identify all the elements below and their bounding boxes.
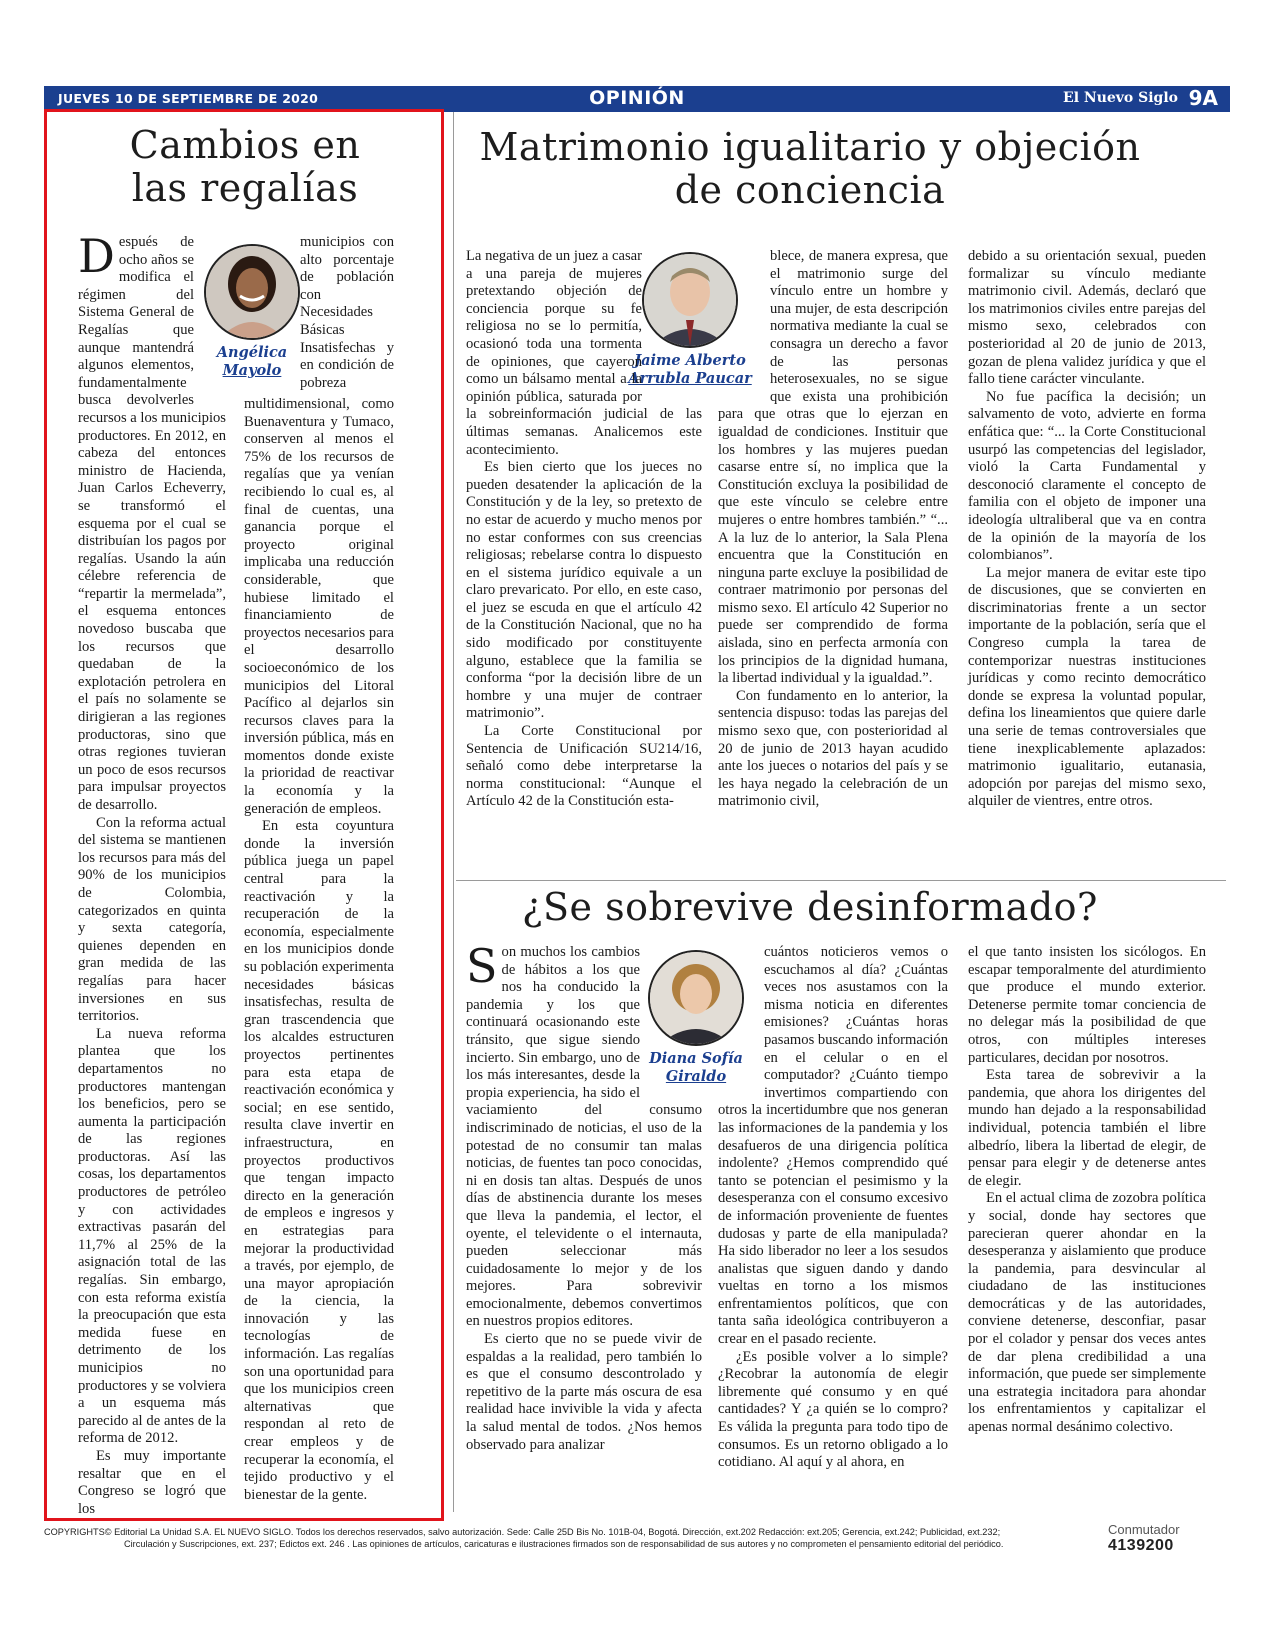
footer-line-2: Circulación y Suscripciones, ext. 237; Edictos ext. 246 . Las opiniones de artículos, caricaturas e ilustraciones firmados son de responsabilidad de sus autores y no comprometen el pensamiento editorial del periódico.	[124, 1539, 1004, 1549]
switchboard-number: 4139200	[1108, 1537, 1174, 1554]
column-divider	[453, 112, 454, 1512]
switchboard-label: Conmutador	[1108, 1522, 1180, 1537]
author-first-name: Jaime Alberto	[634, 352, 746, 369]
author-last-name: Giraldo	[665, 1068, 727, 1085]
newspaper-name: El Nuevo Siglo	[1063, 90, 1178, 106]
article-column-1: La negativa de un juez a casar a una pareja de mujeres pretextando objeción de conciencia porque su fe religiosa no se lo permitía, ocasionó toda una tormenta de opiniones, que cayeron como un bálsamo mental a la opinión pública, saturada por la sobreinformación judicial de las últimas semanas. Analicemos este acontecimiento. Es bien cierto que los jueces no pueden desatender la aplicación de la Constitución y de la ley, so pretexto de no estar de acuerdo y mucho menos por no estar conformes con sus creencias religiosas; rebelarse contra lo dispuesto en el sistema jurídico equivale a un claro prevaricato. Por ello, en este caso, el juez se escuda en que el artículo 42 de la Constitución Nacional, que no ha sido modificado por constituyente alguno, establece que la familia se conforma “por la decisión libre de un hombre y una mujer de contraer matrimonio”. La Corte Constitucional por Sentencia de Unificación SU214/16, señaló como debe interpretarse la norma constitucional: “Aunque el Artículo 42 de la Constitución esta-	[466, 248, 702, 810]
article-title: Matrimonio igualitario y objeción de conciencia	[479, 125, 1141, 212]
article-column-2: municipios con alto porcentaje de población con Necesidades Básicas Insatisfechas y en condición de pobreza multidimensional, como Buenaventura y Tumaco, conserven al menos el 75% de los recursos de regalías que ya venían recibiendo lo cual es, al final de cuentas, una ganancia porque el proyecto original implicaba una reducción considerable, que hubiese limitado el financiamiento de proyectos necesarios para el desarrollo socioeconómico de los municipios del Litoral Pacífico al dejarlos sin recursos claves para la inversión pública, más en momentos donde existe la prioridad de reactivar la economía y la generación de empleos. En esta coyuntura donde la inversión pública juega un papel central para la reactivación y la recuperación de la economía, especialmente en los municipios donde su población experimenta necesidades básicas insatisfechas, resulta de gran trascendencia que los alcaldes estructuren proyectos pertinentes para esta etapa de reactivación económica y social; en ese sentido, resulta clave invertir en infraestructura, en proyectos productivos que tengan impacto directo en la generación de empleos e ingresos y en estrategias para mejorar la productividad a través, por ejemplo, de una mayor apropiación de la ciencia, la innovación y las tecnologías de información. Las regalías son una oportunidad para que los municipios creen alternativas que respondan al reto de crear empleos y de recuperar la economía, el tejido productivo y el bienestar de la gente.	[244, 234, 394, 1503]
issue-date: JUEVES 10 DE SEPTIEMBRE DE 2020	[58, 91, 319, 106]
article-column-1: Son muchos los cambios de hábitos a los que nos ha conducido la pandemia y los que continuará ocasionando este tránsito, que sigue siendo incierto. Sin embargo, uno de los más interesantes, desde la propia experiencia, ha sido el vaciamiento del consumo indiscriminado de noticias, el uso de la potestad de no consumir tan malas noticias, de fuentes tan poco conocidas, ni en dosis tan altas. Después de unos días de abstinencia durante los meses que lleva la pandemia, el lector, el oyente, el televidente o el internauta, pueden seleccionar más cuidadosamente lo mejor y de los mejores. Para sobrevivir emocionalmente, debemos convertimos en nuestros propios editores. Es cierto que no se puede vivir de espaldas a la realidad, pero también lo es que el consumo descontrolado y repetitivo de la parte más oscura de esa realidad hace invivible la vida y afecta la salud mental de todos. ¿Nos hemos observado para analizar	[466, 939, 702, 1453]
page-number: 9A	[1188, 86, 1218, 110]
footer-line-1: COPYRIGHTS© Editorial La Unidad S.A. EL NUEVO SIGLO. Todos los derechos reservados, salvo autorización. Sede: Calle 25D Bis No. 101B-04, Bogotá. Dirección, ext.202 Redacción: ext.205; Gerencia, ext.242; Publicidad, ext.232;	[44, 1527, 1001, 1537]
drop-cap: S	[466, 939, 498, 993]
article-divider	[456, 880, 1226, 881]
section-title: OPINIÓN	[589, 87, 685, 109]
author-first-name: Angélica	[216, 344, 288, 361]
author-last-name: Mayolo	[222, 362, 282, 379]
author-first-name: Diana Sofía	[649, 1050, 743, 1067]
drop-cap: D	[78, 229, 115, 283]
article-title: ¿Se sobrevive desinformado?	[522, 885, 1098, 929]
article-column-3: debido a su orientación sexual, pueden formalizar su vínculo mediante matrimonio civil. Además, declaró que los matrimonios civiles entre parejas del mismo sexo, celebrados con posterioridad al 20 de junio de 2013, gozan de plena validez jurídica y que el fallo tiene carácter vinculante. No fue pacífica la decisión; un salvamento de voto, advierte en forma enfática que: “... la Corte Constitucional usurpó las competencias del legislador, violó la Carta Fundamental y desconoció claramente el concepto de familia con el objeto de imponer una ideología ultraliberal que va en contra de la opinión de la mayoría de los colombianos”. La mejor manera de evitar este tipo de discusiones, que se convierten en discriminatorias frente a un sector importante de la población, sería que el Congreso cumpla la tarea de contemporizar nuestras instituciones jurídicas y como recinto democrático donde se expresa la voluntad popular, defina los lineamientos que quiere darle una serie de temas controversiales que tiene inexplicablemente aplazados: matrimonio igualitario, eutanasia, adopción por parejas del mismo sexo, alquiler de vientres, entre otros.	[968, 248, 1206, 810]
copyright-footer	[44, 1526, 1094, 1550]
author-last-name: Arrubla Paucar	[628, 370, 752, 387]
switchboard-info	[1108, 1522, 1180, 1555]
article-column-1: Después de ocho años se modifica el régimen del Sistema General de Regalías que aunque mantendrá algunos elementos, fundamentalmente busca devolverles recursos a los municipios productores. En 2012, en cabeza del entonces ministro de Hacienda, Juan Carlos Echeverry, se transformó el esquema por el cual se distribuían los pagos por regalías. Usando la aún célebre referencia de “repartir la mermelada”, el esquema entonces novedoso buscaba que los recursos que quedaban de la explotación petrolera en el país no solamente se dirigieran a las regiones productoras, sino que otras regiones tuvieran un poco de esos recursos para impulsar proyectos de desarrollo. Con la reforma actual del sistema se mantienen los recursos para más del 90% de los municipios de Colombia, categorizados en quinta y sexta categoría, quienes dependen en gran medida de las regalías para hacer inversiones en sus territorios. La nueva reforma plantea que los departamentos no productores mantengan los beneficios, pero se aumenta la participación de las regiones productoras. Así las cosas, los departamentos productores de petróleo y con actividades extractivas pasarán del 11,7% al 25% de la asignación total de las regalías. Sin embargo, con esta reforma existía la preocupación que esta medida fuese en detrimento de los municipios no productores y se volviera a un esquema más parecido al de antes de la reforma de 2012. Es muy importante resaltar que en el Congreso se logró que los	[78, 229, 226, 1517]
article-column-2: blece, de manera expresa, que el matrimonio surge del vínculo entre un hombre y una mujer, de esta descripción normativa mediante la cual se consagra un derecho a favor de las personas heterosexuales, no se sigue que exista una prohibición para que otras que lo ejerzan en igualdad de condiciones. Instituir que los hombres y las mujeres puedan casarse entre sí, no implica que la Constitución excluya la posibilidad de que este vínculo se celebre entre mujeres o entre hombres también.” “... A la luz de lo anterior, la Sala Plena encuentra que la Constitución en ninguna parte excluye la posibilidad de contraer matrimonio por personas del mismo sexo. El artículo 42 Superior no puede ser comprendido de forma aislada, sino en perfecta armonía con los principios de la dignidad humana, la libertad individual y la igualdad.”. Con fundamento en lo anterior, la sentencia dispuso: todas las parejas del mismo sexo que, con posterioridad al 20 de junio de 2013 hayan acudido ante los jueces o notarios del país y se les haya negado la celebración de un matrimonio civil,	[718, 248, 948, 810]
article-title: Cambios en las regalías	[129, 123, 361, 210]
article-column-3: el que tanto insisten los sicólogos. En escapar temporalmente del aturdimiento que produce el mundo exterior. Detenerse permite tomar conciencia de no delegar más la posibilidad de que otros, con múltiples intereses particulares, decidan por nosotros. Esta tarea de sobrevivir a la pandemia, que ahora los dirigentes del mundo han dejado a la responsabilidad individual, potencia también el libre albedrío, libera la libertad de elegir, de pensar para elegir y de detenerse antes de elegir. En el actual clima de zozobra política y social, donde hay sectores que parecieran querer ahondar en la desesperanza y aislamiento que produce la pandemia, para desvincular al ciudadano de las instituciones democráticas y de las autoridades, conviene detenerse, desconfiar, pasar por el colador y pensar dos veces antes de dar plena credibilidad a una información, que puede ser simplemente una estrategia incitadora para ahondar los enfrentamientos y capitalizar el apenas normal desánimo colectivo.	[968, 944, 1206, 1436]
article-column-2: cuántos noticieros vemos o escuchamos al día? ¿Cuántas veces nos asustamos con la misma noticia en diferentes emisiones? ¿Cuántas horas pasamos buscando información en el celular o en el computador? ¿Cuánto tiempo invertimos compartiendo con otros la incertidumbre que nos generan las informaciones de la pandemia y los desafueros de una dirigencia política indolente? ¿Hemos comprendido qué tanto se potencian el pesimismo y la desesperanza con el consumo excesivo de información proveniente de fuentes dudosas y parte de ella manipulada? Ha sido liberador no leer a los sesudos analistas que siguen dando y dando vueltas en torno a los mismos enfrentamientos políticos, que con tanta saña ideológica contribuyeron a crear en el pasado reciente. ¿Es posible volver a lo simple? ¿Recobrar la autonomía de elegir libremente qué consumo y en qué cantidades? Y ¿a quién se lo compro? Es válida la pregunta para todo tipo de consumos. Es un retorno obligado a lo cotidiano. Al aquí y al ahora, en	[718, 944, 948, 1471]
